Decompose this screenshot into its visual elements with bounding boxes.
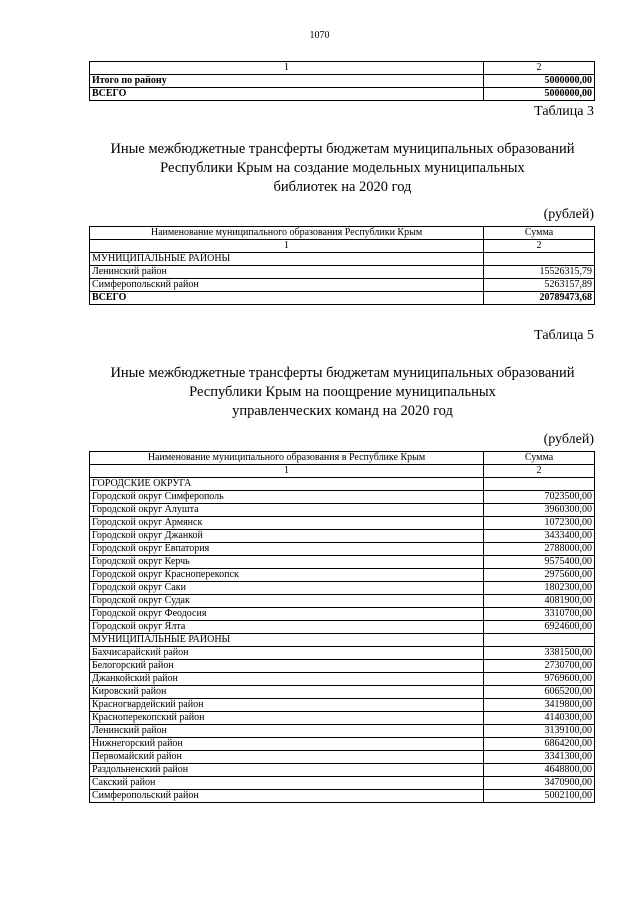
row-name: Симферопольский район bbox=[90, 790, 484, 803]
row-name: Кировский район bbox=[90, 686, 484, 699]
row-value: 3139100,00 bbox=[484, 725, 595, 738]
column-header: Сумма bbox=[484, 227, 595, 240]
title-line: библиотек на 2020 год bbox=[273, 179, 412, 195]
title-line: Иные межбюджетные трансферты бюджетам муниципальных образований bbox=[110, 365, 575, 381]
row-name: Первомайский район bbox=[90, 751, 484, 764]
column-number: 1 bbox=[90, 465, 484, 478]
table-row bbox=[90, 556, 595, 569]
table-row bbox=[90, 738, 595, 751]
row-name: Городской округ Ялта bbox=[90, 621, 484, 634]
row-name: Бахчисарайский район bbox=[90, 647, 484, 660]
row-value: 6065200,00 bbox=[484, 686, 595, 699]
table-row bbox=[90, 240, 595, 253]
row-value: 3419800,00 bbox=[484, 699, 595, 712]
section-title: МУНИЦИПАЛЬНЫЕ РАЙОНЫ bbox=[90, 634, 484, 647]
table-row bbox=[90, 75, 595, 88]
row-value: 3310700,00 bbox=[484, 608, 595, 621]
row-value: 9575400,00 bbox=[484, 556, 595, 569]
row-name: Городской округ Алушта bbox=[90, 504, 484, 517]
table-row bbox=[90, 751, 595, 764]
table-row bbox=[90, 660, 595, 673]
row-name: Симферопольский район bbox=[90, 279, 484, 292]
row-value: 4140300,00 bbox=[484, 712, 595, 725]
table-row bbox=[90, 582, 595, 595]
row-value: 5000000,00 bbox=[484, 88, 595, 101]
table5-label: Таблица 5 bbox=[534, 328, 594, 343]
table-row bbox=[90, 699, 595, 712]
table-row bbox=[90, 62, 595, 75]
row-value: 6924600,00 bbox=[484, 621, 595, 634]
column-number: 1 bbox=[90, 62, 484, 75]
row-value: 1802300,00 bbox=[484, 582, 595, 595]
row-name: Городской округ Джанкой bbox=[90, 530, 484, 543]
table-row bbox=[90, 595, 595, 608]
table5-title bbox=[60, 364, 625, 421]
table-row bbox=[90, 452, 595, 465]
title-line: Республики Крым на создание модельных муниципальных bbox=[160, 160, 525, 176]
row-name: Городской округ Симферополь bbox=[90, 491, 484, 504]
row-value: 2788000,00 bbox=[484, 543, 595, 556]
table-row bbox=[90, 504, 595, 517]
row-value: 3433400,00 bbox=[484, 530, 595, 543]
column-number: 2 bbox=[484, 240, 595, 253]
page-number: 1070 bbox=[309, 30, 330, 41]
row-name: Раздольненский район bbox=[90, 764, 484, 777]
row-name: Городской округ Армянск bbox=[90, 517, 484, 530]
column-number: 2 bbox=[484, 62, 595, 75]
table-row bbox=[90, 634, 595, 647]
title-line: Иные межбюджетные трансферты бюджетам муниципальных образований bbox=[110, 141, 575, 157]
section-title: ГОРОДСКИЕ ОКРУГА bbox=[90, 478, 484, 491]
row-value: 5000000,00 bbox=[484, 75, 595, 88]
row-name: Итого по району bbox=[90, 75, 484, 88]
table-row bbox=[90, 465, 595, 478]
table-row bbox=[90, 543, 595, 556]
table3 bbox=[89, 226, 595, 305]
table3-title bbox=[60, 140, 625, 197]
column-header: Наименование муниципального образования в Республике Крым bbox=[90, 452, 484, 465]
table-row bbox=[90, 712, 595, 725]
table3-label: Таблица 3 bbox=[534, 104, 594, 119]
row-value: 3470900,00 bbox=[484, 777, 595, 790]
row-value: 7023500,00 bbox=[484, 491, 595, 504]
section-title: МУНИЦИПАЛЬНЫЕ РАЙОНЫ bbox=[90, 253, 484, 266]
row-value: 3381500,00 bbox=[484, 647, 595, 660]
table-row bbox=[90, 686, 595, 699]
row-value: 4648800,00 bbox=[484, 764, 595, 777]
table-top bbox=[89, 61, 595, 101]
row-value: 4081900,00 bbox=[484, 595, 595, 608]
row-value: 3960300,00 bbox=[484, 504, 595, 517]
table-row bbox=[90, 530, 595, 543]
row-value: 1072300,00 bbox=[484, 517, 595, 530]
row-value: 2975600,00 bbox=[484, 569, 595, 582]
table3-unit: (рублей) bbox=[543, 207, 594, 222]
row-name: ВСЕГО bbox=[90, 88, 484, 101]
row-name: Белогорский район bbox=[90, 660, 484, 673]
table-row bbox=[90, 478, 595, 491]
table-row bbox=[90, 569, 595, 582]
row-value: 2730700,00 bbox=[484, 660, 595, 673]
table-row bbox=[90, 266, 595, 279]
row-name: Городской округ Судак bbox=[90, 595, 484, 608]
table-row bbox=[90, 764, 595, 777]
row-value: 3341300,00 bbox=[484, 751, 595, 764]
row-name: Красногвардейский район bbox=[90, 699, 484, 712]
table-row bbox=[90, 790, 595, 803]
empty-cell bbox=[484, 634, 595, 647]
row-value: 9769600,00 bbox=[484, 673, 595, 686]
row-value: 5263157,89 bbox=[484, 279, 595, 292]
table-row bbox=[90, 647, 595, 660]
row-name: Джанкойский район bbox=[90, 673, 484, 686]
table-row bbox=[90, 491, 595, 504]
total-value: 20789473,68 bbox=[484, 292, 595, 305]
total-name: ВСЕГО bbox=[90, 292, 484, 305]
table-row bbox=[90, 621, 595, 634]
row-name: Ленинский район bbox=[90, 725, 484, 738]
table-row bbox=[90, 517, 595, 530]
table-row bbox=[90, 292, 595, 305]
table-row bbox=[90, 725, 595, 738]
title-line: управленческих команд на 2020 год bbox=[232, 403, 453, 419]
column-number: 2 bbox=[484, 465, 595, 478]
title-line: Республики Крым на поощрение муниципальных bbox=[189, 384, 496, 400]
empty-cell bbox=[484, 478, 595, 491]
column-number: 1 bbox=[90, 240, 484, 253]
empty-cell bbox=[484, 253, 595, 266]
row-name: Городской округ Керчь bbox=[90, 556, 484, 569]
table-row bbox=[90, 608, 595, 621]
row-name: Нижнегорский район bbox=[90, 738, 484, 751]
row-name: Городской округ Евпатория bbox=[90, 543, 484, 556]
row-name: Городской округ Феодосия bbox=[90, 608, 484, 621]
row-name: Сакский район bbox=[90, 777, 484, 790]
row-value: 5002100,00 bbox=[484, 790, 595, 803]
table-row bbox=[90, 227, 595, 240]
table-row bbox=[90, 777, 595, 790]
row-name: Ленинский район bbox=[90, 266, 484, 279]
row-name: Красноперекопский район bbox=[90, 712, 484, 725]
table5-unit: (рублей) bbox=[543, 432, 594, 447]
table-row bbox=[90, 673, 595, 686]
table5 bbox=[89, 451, 595, 803]
table-row bbox=[90, 279, 595, 292]
row-name: Городской округ Красноперекопск bbox=[90, 569, 484, 582]
column-header: Наименование муниципального образования Республики Крым bbox=[90, 227, 484, 240]
row-value: 6864200,00 bbox=[484, 738, 595, 751]
row-name: Городской округ Саки bbox=[90, 582, 484, 595]
table-row bbox=[90, 88, 595, 101]
row-value: 15526315,79 bbox=[484, 266, 595, 279]
column-header: Сумма bbox=[484, 452, 595, 465]
table-row bbox=[90, 253, 595, 266]
